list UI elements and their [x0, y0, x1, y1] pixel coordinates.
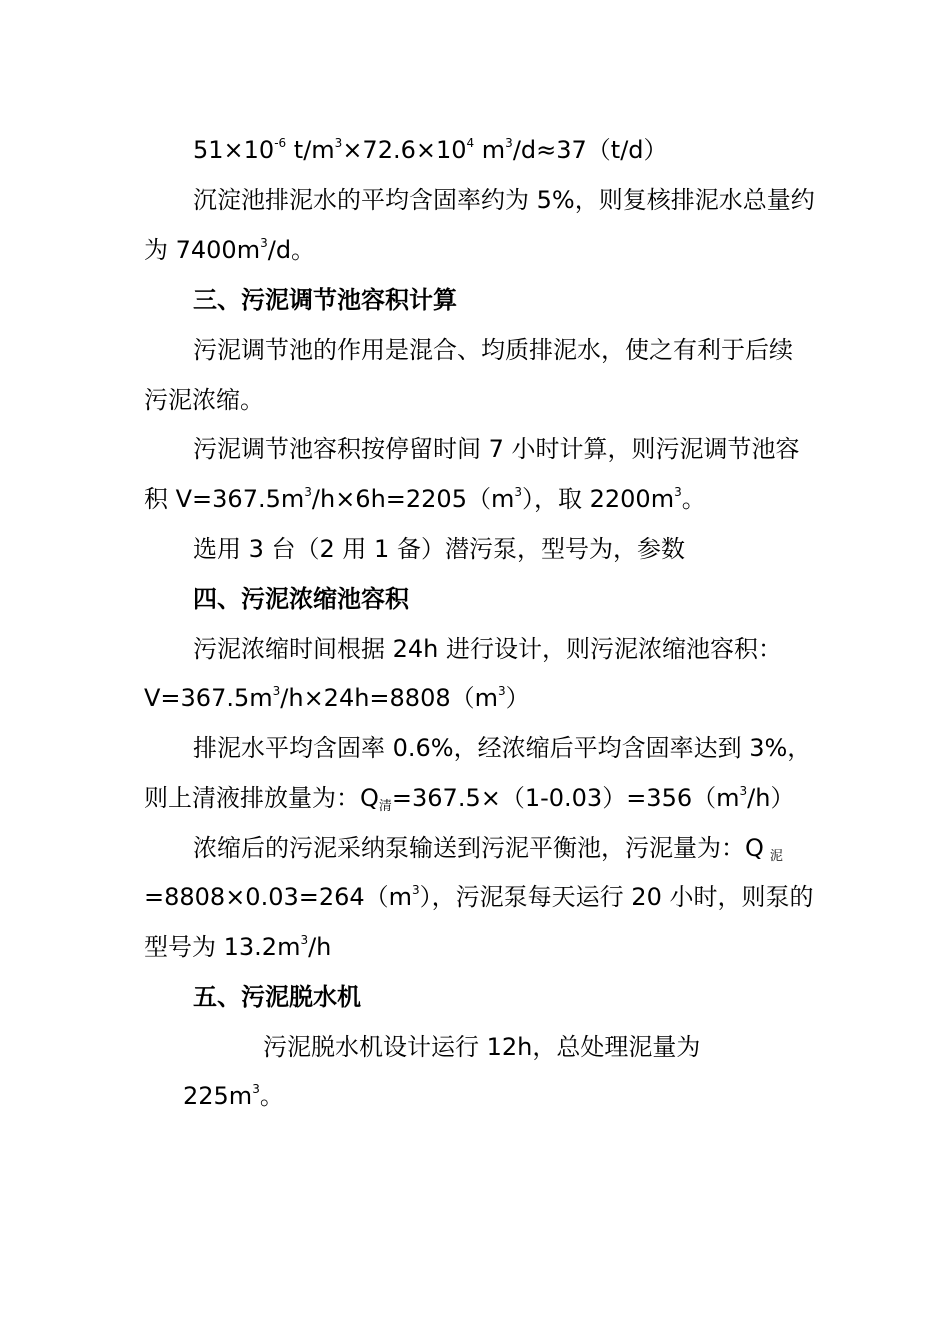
paragraph-text: 积 V=367.5m: [144, 485, 305, 513]
exponent: 3: [498, 684, 506, 698]
exponent: 3: [674, 485, 682, 499]
paragraph-text: ），污泥泵每天运行 20 小时，则泵的: [419, 883, 814, 911]
formula-text: ×72.6×10: [342, 136, 467, 164]
paragraph-line: 污泥调节池容积按停留时间 7 小时计算，则污泥调节池容: [193, 435, 800, 463]
paragraph-line: [183, 1081, 284, 1111]
exponent: 3: [739, 784, 748, 798]
paragraph-text: 为 7400m: [144, 236, 261, 264]
exponent: 3: [412, 883, 420, 897]
paragraph-text: 。: [259, 1082, 284, 1110]
subscript: 清: [378, 799, 392, 814]
exponent: 3: [304, 485, 312, 499]
exponent: 3: [505, 136, 513, 150]
paragraph-text: 。: [681, 485, 706, 513]
exponent: 3: [252, 1082, 260, 1096]
paragraph-text: /h）: [747, 784, 795, 812]
paragraph-text: =367.5×（1-0.03）=356（m: [391, 784, 740, 812]
paragraph-text: =8808×0.03=264（m: [144, 883, 413, 911]
exponent: -6: [274, 136, 287, 150]
paragraph-text: ），取 2200m: [521, 485, 675, 513]
formula-text: V=367.5m: [144, 684, 273, 712]
exponent: 3: [260, 236, 268, 250]
paragraph-text: 225m: [183, 1082, 253, 1110]
paragraph-line: 污泥脱水机设计运行 12h，总处理泥量为: [263, 1033, 701, 1061]
exponent: 3: [272, 684, 281, 698]
formula-text: ）: [505, 684, 530, 712]
paragraph-line: 污泥浓缩时间根据 24h 进行设计，则污泥浓缩池容积：: [193, 635, 783, 663]
paragraph-line: [144, 484, 706, 514]
paragraph-line: 排泥水平均含固率 0.6%，经浓缩后平均含固率达到 3%，: [193, 734, 812, 762]
paragraph-line: 污泥调节池的作用是混合、均质排泥水，使之有利于后续: [193, 336, 793, 364]
formula-text: /h×24h=8808（m: [280, 684, 498, 712]
formula-text: /d≈37（t/d）: [512, 136, 668, 164]
paragraph-line: [144, 932, 331, 962]
paragraph-line: 选用 3 台（2 用 1 备）潜污泵，型号为，参数: [193, 535, 685, 563]
section-heading: 三、污泥调节池容积计算: [193, 286, 457, 314]
formula-line: [193, 135, 668, 165]
section-heading: 五、污泥脱水机: [193, 983, 361, 1011]
formula-text: t/m: [286, 136, 335, 164]
paragraph-line: [193, 833, 783, 863]
formula-text: 51×10: [193, 136, 275, 164]
subscript: 泥: [769, 849, 783, 864]
formula-text: m: [474, 136, 506, 164]
paragraph-text: 则上清液排放量为：Q: [144, 784, 379, 812]
paragraph-line: 沉淀池排泥水的平均含固率约为 5%，则复核排泥水总量约: [193, 186, 815, 214]
paragraph-text: /d。: [267, 236, 316, 264]
formula-line: [144, 683, 530, 713]
exponent: 3: [514, 485, 522, 499]
section-heading: 四、污泥浓缩池容积: [193, 585, 409, 613]
paragraph-line: 污泥浓缩。: [144, 386, 264, 414]
paragraph-line: [144, 783, 794, 813]
paragraph-text: 型号为 13.2m: [144, 933, 301, 961]
paragraph-line: [144, 882, 813, 912]
paragraph-line: [144, 235, 315, 265]
paragraph-text: /h×6h=2205（m: [311, 485, 515, 513]
paragraph-text: 浓缩后的污泥采纳泵输送到污泥平衡池，污泥量为：Q: [193, 834, 764, 862]
exponent: 3: [300, 933, 309, 947]
paragraph-text: /h: [308, 933, 332, 961]
exponent: 3: [334, 136, 343, 150]
exponent: 4: [466, 136, 475, 150]
